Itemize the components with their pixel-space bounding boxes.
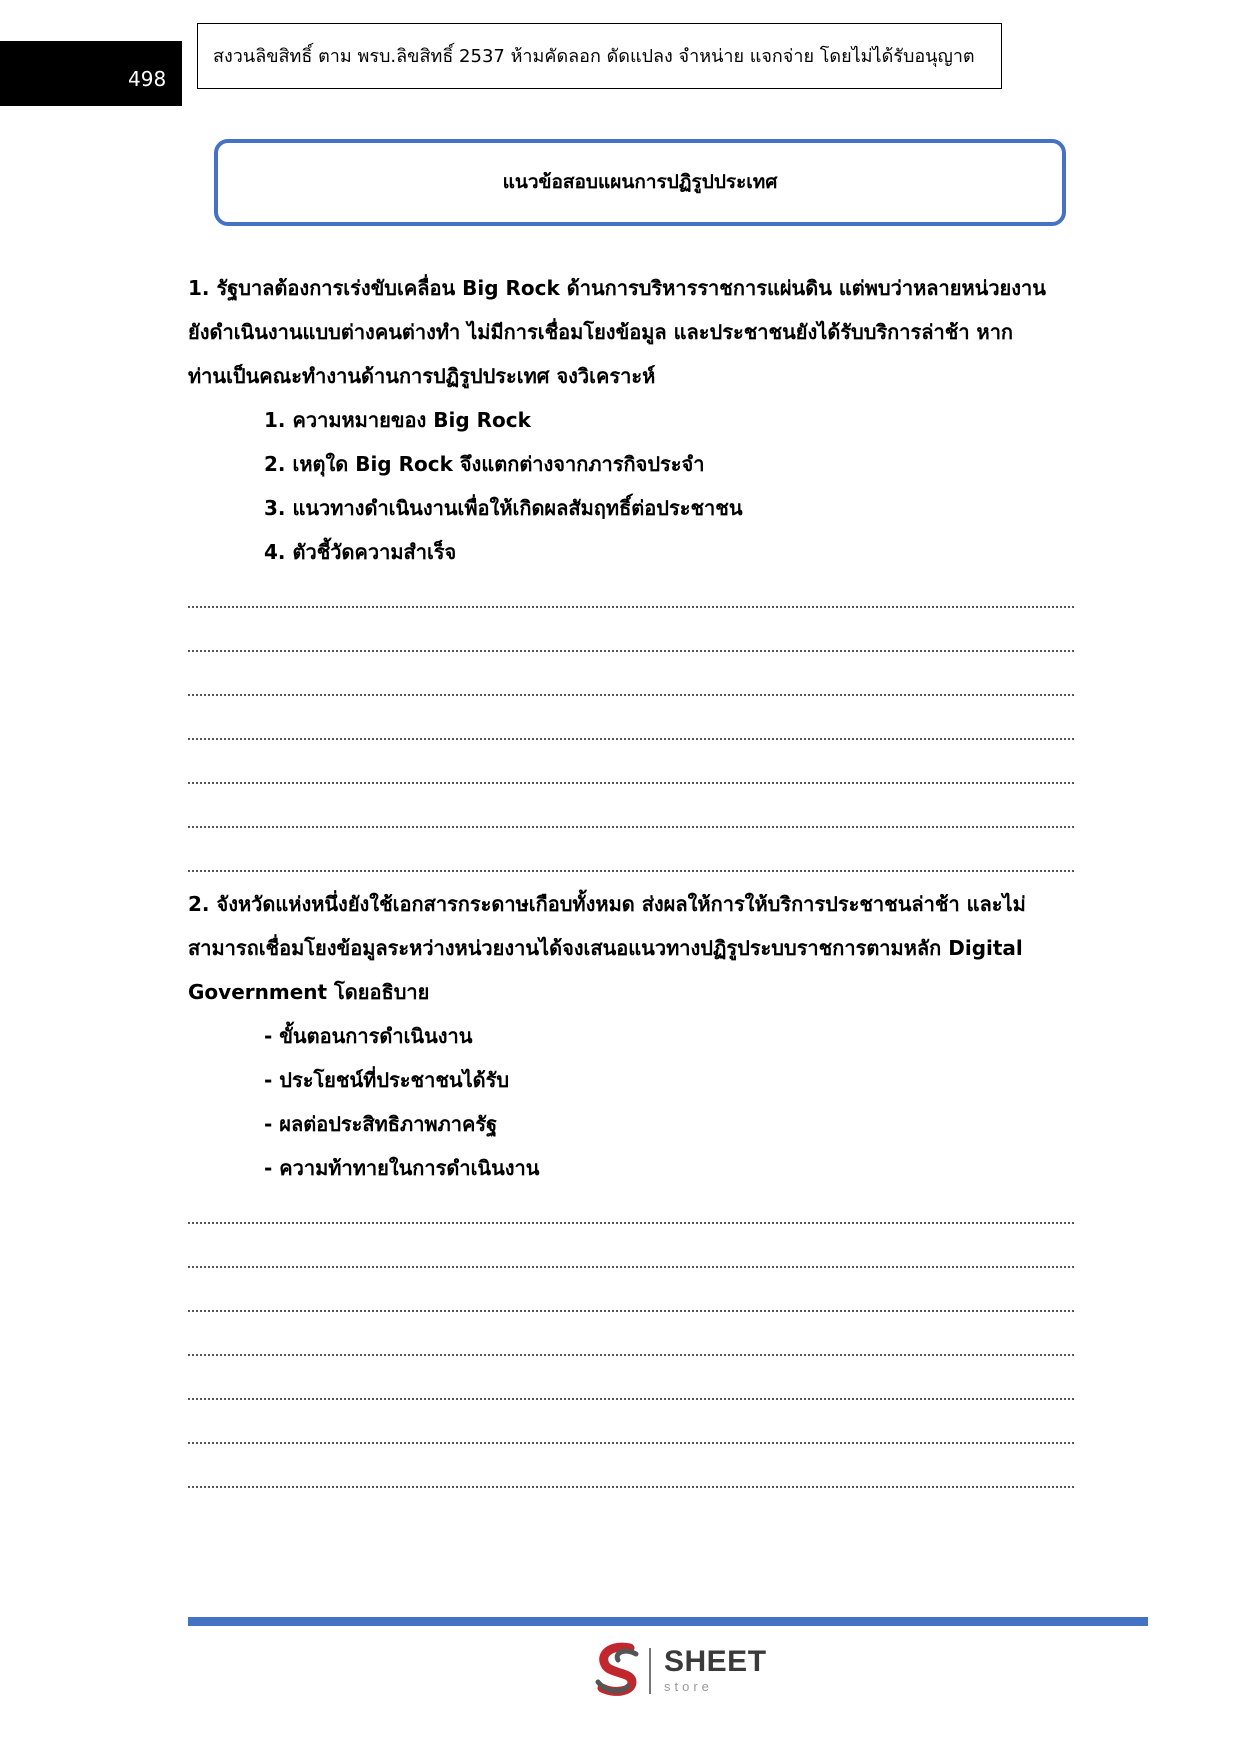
footer-bar bbox=[188, 1617, 1148, 1626]
answer-line[interactable] bbox=[188, 838, 1088, 882]
page-number-box bbox=[0, 41, 182, 106]
answer-line[interactable] bbox=[188, 1454, 1088, 1498]
answer-line[interactable] bbox=[188, 1366, 1088, 1410]
question-2-item: - ผลต่อประสิทธิภาพภาครัฐ bbox=[264, 1112, 498, 1136]
question-1-line-2: ยังดำเนินงานแบบต่างคนต่างทำ ไม่มีการเชื่อมโยงข้อมูล และประชาชนยังได้รับบริการล่าช้า หาก bbox=[188, 320, 1014, 344]
answer-line[interactable] bbox=[188, 1234, 1088, 1278]
question-1-item: 3. แนวทางดำเนินงานเพื่อให้เกิดผลสัมฤทธิ์ต่อประชาชน bbox=[264, 496, 743, 520]
answer-line[interactable] bbox=[188, 1410, 1088, 1454]
page-number: 498 bbox=[128, 67, 167, 91]
question-2-line-3: Government โดยอธิบาย bbox=[188, 980, 430, 1004]
answer-line[interactable] bbox=[188, 1322, 1088, 1366]
page-title: แนวข้อสอบแผนการปฏิรูปประเทศ bbox=[214, 139, 1066, 226]
logo-subtext: store bbox=[664, 1679, 713, 1694]
answer-line[interactable] bbox=[188, 750, 1088, 794]
answer-line[interactable] bbox=[188, 706, 1088, 750]
question-1-line-1: 1. รัฐบาลต้องการเร่งขับเคลื่อน Big Rock ด้านการบริหารราชการแผ่นดิน แต่พบว่าหลายหน่วยงาน bbox=[188, 276, 1046, 300]
logo-text: SHEET bbox=[664, 1645, 767, 1678]
question-2-item: - ความท้าทายในการดำเนินงาน bbox=[264, 1156, 540, 1180]
answer-line[interactable] bbox=[188, 618, 1088, 662]
answer-line[interactable] bbox=[188, 1190, 1088, 1234]
answer-line[interactable] bbox=[188, 1278, 1088, 1322]
question-2-line-2: สามารถเชื่อมโยงข้อมูลระหว่างหน่วยงานได้จงเสนอแนวทางปฏิรูประบบราชการตามหลัก Digital bbox=[188, 936, 1023, 960]
question-2-item: - ขั้นตอนการดำเนินงาน bbox=[264, 1024, 473, 1048]
question-2-line-1: 2. จังหวัดแห่งหนึ่งยังใช้เอกสารกระดาษเกือบทั้งหมด ส่งผลให้การให้บริการประชาชนล่าช้า และไม่ bbox=[188, 892, 1026, 916]
question-1-item: 4. ตัวชี้วัดความสำเร็จ bbox=[264, 540, 457, 564]
copyright-notice: สงวนลิขสิทธิ์ ตาม พรบ.ลิขสิทธิ์ 2537 ห้ามคัดลอก ดัดแปลง จำหน่าย แจกจ่าย โดยไม่ได้รับอนุญาต bbox=[197, 23, 1002, 89]
answer-line[interactable] bbox=[188, 794, 1088, 838]
question-1-item: 2. เหตุใด Big Rock จึงแตกต่างจากภารกิจประจำ bbox=[264, 452, 705, 476]
exam-content bbox=[188, 266, 1088, 1498]
question-2-item: - ประโยชน์ที่ประชาชนได้รับ bbox=[264, 1068, 510, 1092]
question-1-item: 1. ความหมายของ Big Rock bbox=[264, 408, 531, 432]
answer-line[interactable] bbox=[188, 662, 1088, 706]
answer-line[interactable] bbox=[188, 574, 1088, 618]
question-1-line-3: ท่านเป็นคณะทำงานด้านการปฏิรูปประเทศ จงวิเคราะห์ bbox=[188, 364, 656, 388]
